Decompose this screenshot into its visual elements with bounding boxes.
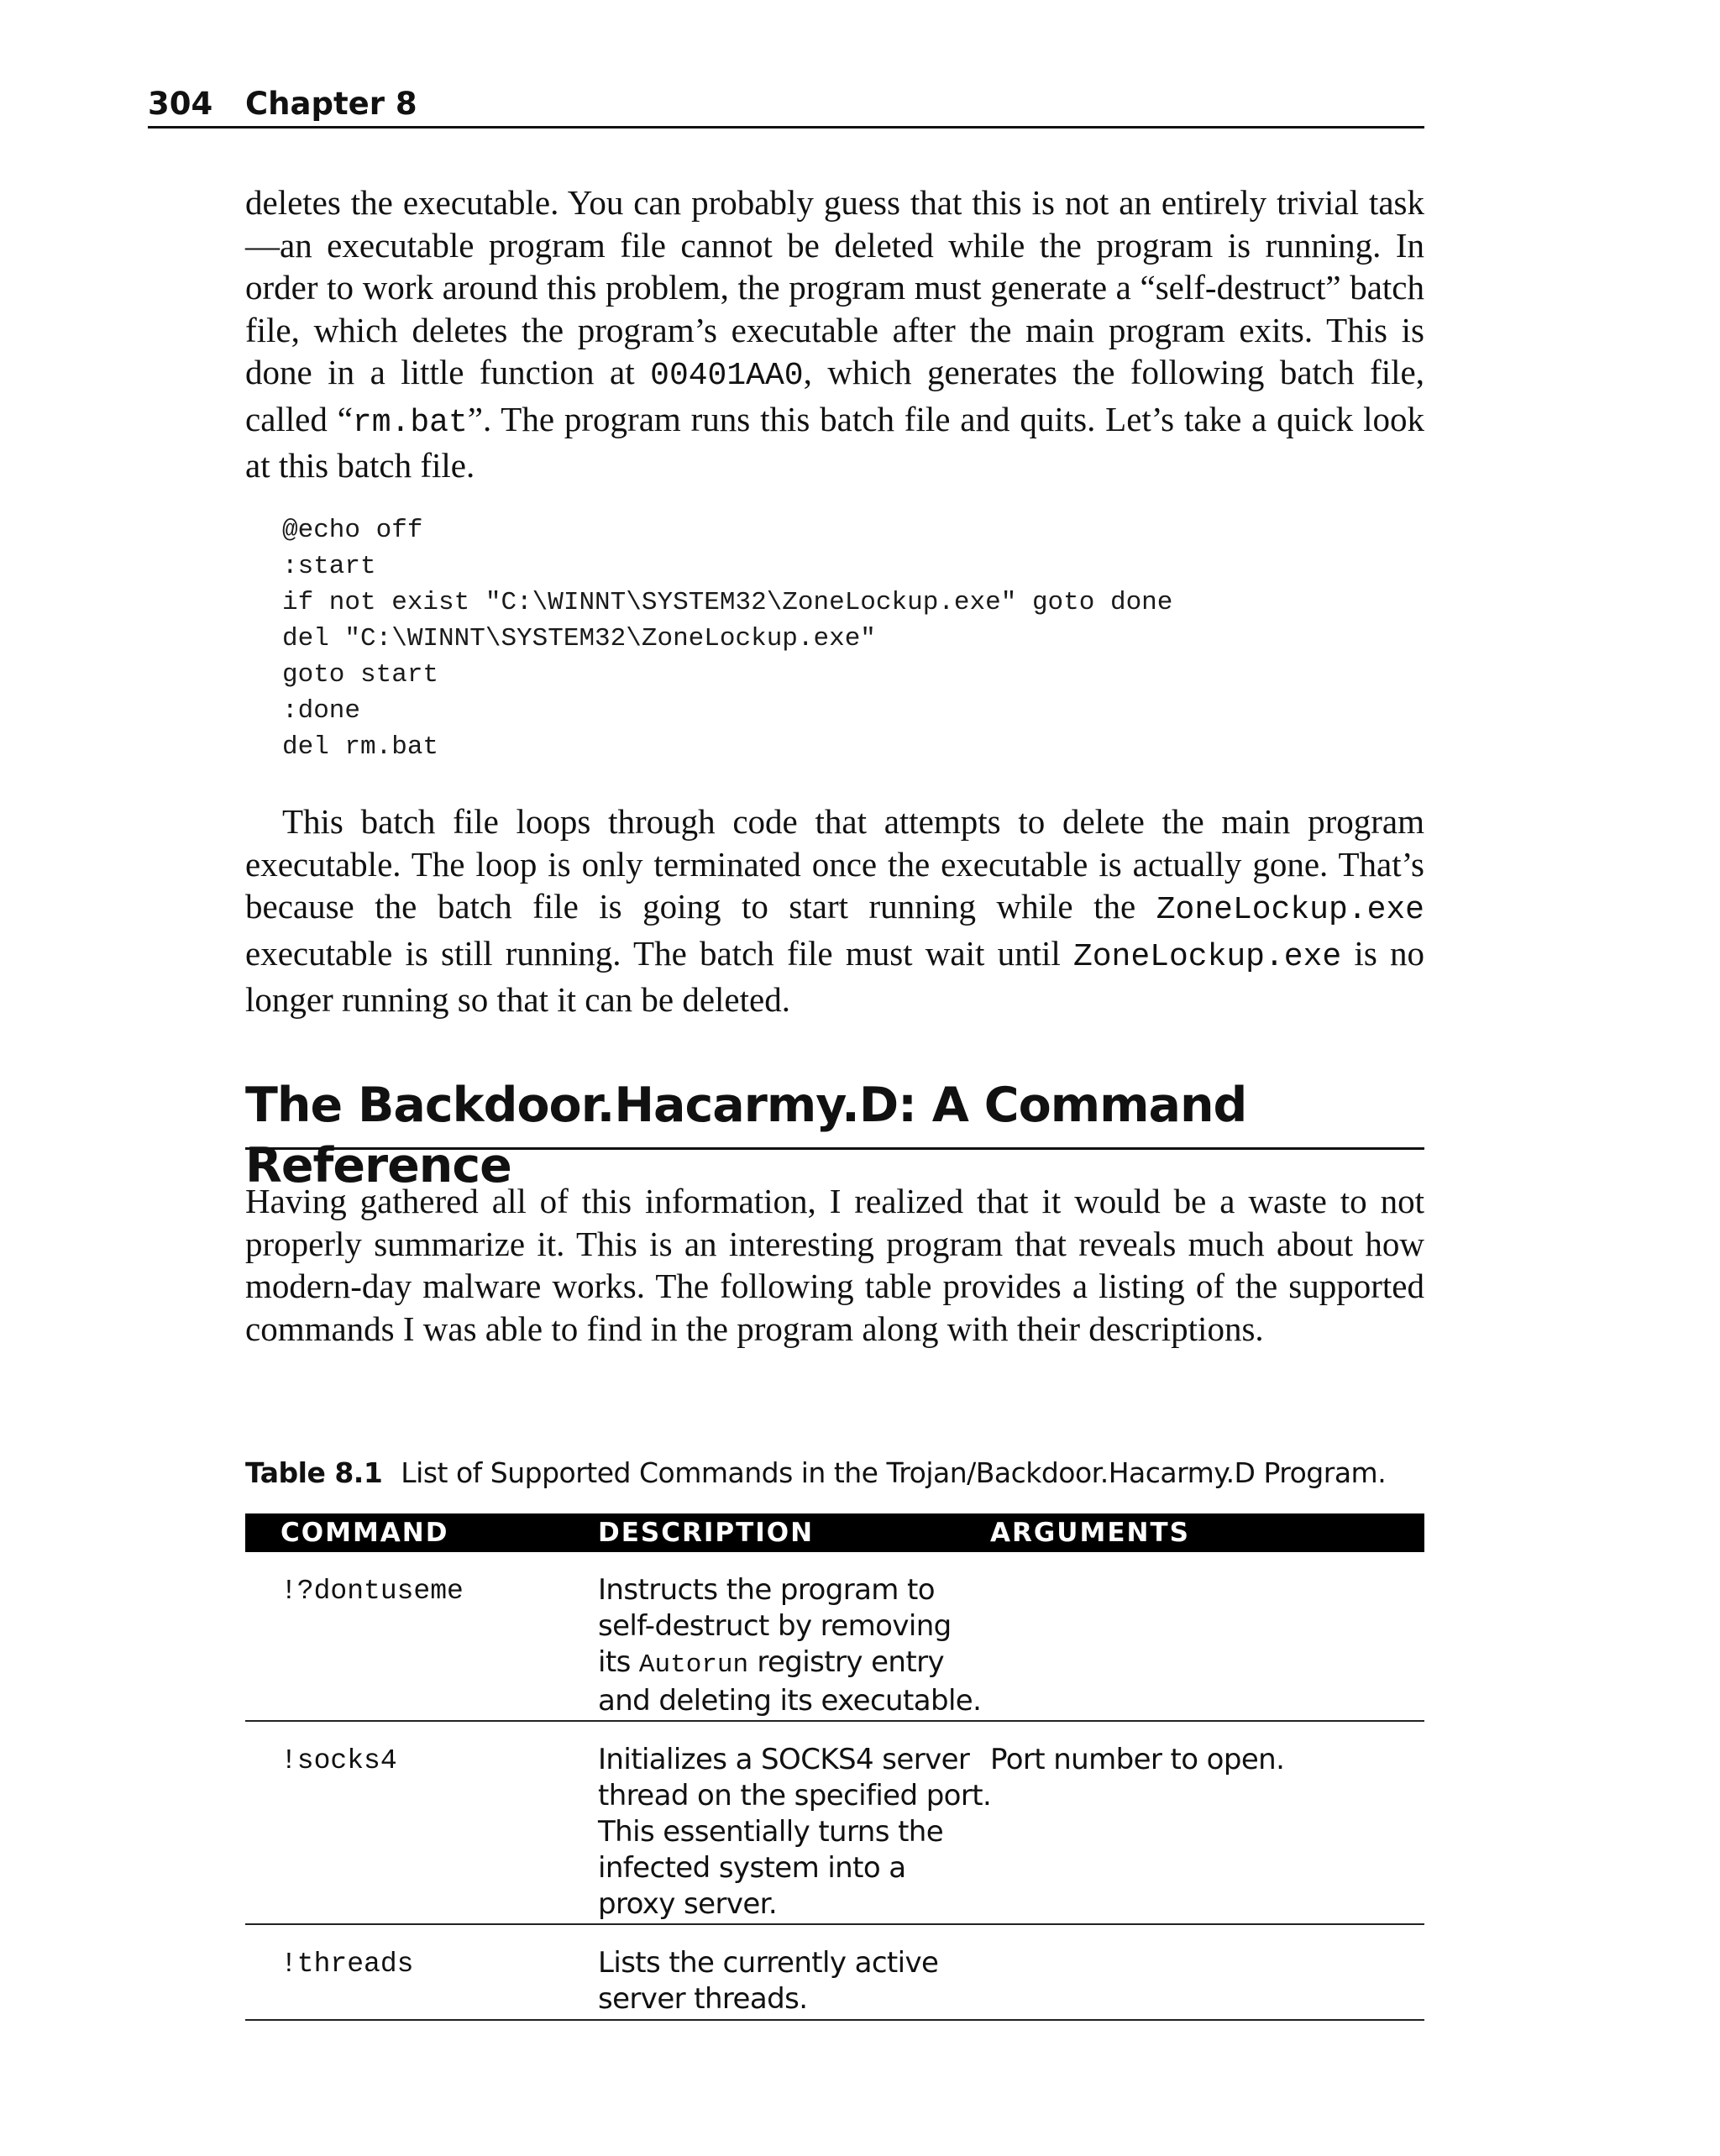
description-line: proxy server. — [598, 1887, 778, 1921]
description-cell — [598, 1572, 984, 1719]
batch-filename: rm.bat — [352, 404, 468, 441]
paragraph-batch-explanation — [245, 800, 1424, 1021]
paragraph-summary: Having gathered all of this information, I realized that it would be a waste to not properly summarize it. This is an interesting program that reveals much about how modern-day malware works. The following table provides a listing of the supported commands I was able to find in the program along with their descriptions. — [245, 1182, 1424, 1348]
description-line: Lists the currently active — [598, 1946, 939, 1980]
table-header — [245, 1513, 1424, 1552]
section-heading: The Backdoor.Hacarmy.D: A Command Reference — [245, 1075, 1424, 1150]
description-line: Instructs the program to — [598, 1573, 935, 1607]
chapter-title: Chapter 8 — [245, 86, 417, 122]
registry-key-name: Autorun — [638, 1650, 749, 1680]
code-line: :start — [282, 552, 376, 581]
arguments-cell: Port number to open. — [990, 1743, 1285, 1776]
para1-lead: deletes the executable. You can probably guess that this is not an entirely trivial task—an executable program file cannot be deleted while the program is running. In order to work around this problem, the program must generate a “self-destruct” batch file, which deletes the program’s executable after the main program exits. This is done in a little function at — [245, 183, 1424, 391]
description-line: thread on the specified port. — [598, 1779, 992, 1812]
table-caption — [245, 1455, 1424, 1492]
code-line: del rm.bat — [282, 732, 439, 762]
description-line: server threads. — [598, 1982, 808, 2016]
description-line: self-destruct by removing — [598, 1609, 952, 1643]
column-header-description: DESCRIPTION — [598, 1518, 815, 1548]
column-header-command: COMMAND — [281, 1518, 449, 1548]
exe-name: ZoneLockup.exe — [1156, 892, 1424, 928]
running-header — [148, 82, 1424, 129]
table-row — [245, 1552, 1424, 1722]
para2-middle: executable is still running. The batch file must wait until — [245, 933, 1073, 973]
command-cell: !socks4 — [281, 1745, 397, 1776]
code-line: :done — [282, 696, 361, 726]
description-line: infected system into a — [598, 1851, 906, 1885]
command-cell: !threads — [281, 1949, 414, 1980]
para2-tail: is no longer running so that it can be deleted. — [245, 933, 1424, 1019]
code-line: del "C:\WINNT\SYSTEM32\ZoneLockup.exe" — [282, 624, 876, 653]
page-number: 304 — [148, 86, 213, 122]
description-cell — [598, 1742, 992, 1923]
column-header-arguments: ARGUMENTS — [990, 1518, 1190, 1548]
description-line: This essentially turns the — [598, 1815, 944, 1849]
batch-code-block — [282, 512, 1172, 765]
description-line: Initializes a SOCKS4 server — [598, 1743, 970, 1776]
command-cell: !?dontuseme — [281, 1576, 464, 1607]
description-cell — [598, 1945, 984, 2017]
para2-lead: This batch file loops through code that attempts to delete the main program executable. The loop is only terminated once the executable is actually gone. That’s because the batch file is going to start running while the — [245, 802, 1424, 926]
description-fragment: registry entry — [748, 1645, 944, 1679]
table-row — [245, 1722, 1424, 1925]
description-line: and deleting its executable. — [598, 1684, 982, 1718]
code-line: if not exist "C:\WINNT\SYSTEM32\ZoneLockup.exe" goto done — [282, 588, 1173, 617]
para1-middle: , which generates the following batch file, called “ — [245, 353, 1424, 438]
description-fragment: its — [598, 1645, 639, 1679]
table-caption-label: Table 8.1 — [245, 1456, 383, 1489]
code-line: goto start — [282, 660, 439, 690]
code-line: @echo off — [282, 516, 423, 545]
function-address: 00401AA0 — [650, 358, 804, 394]
exe-name: ZoneLockup.exe — [1072, 938, 1342, 975]
paragraph-intro — [245, 181, 1424, 487]
description-line — [598, 1645, 984, 1683]
table-caption-text: List of Supported Commands in the Trojan/Backdoor.Hacarmy.D Program. — [401, 1456, 1387, 1489]
para1-tail: ”. The program runs this batch file and quits. Let’s take a quick look at this batch file. — [245, 399, 1424, 485]
table-row — [245, 1925, 1424, 2021]
command-table — [245, 1513, 1424, 2021]
